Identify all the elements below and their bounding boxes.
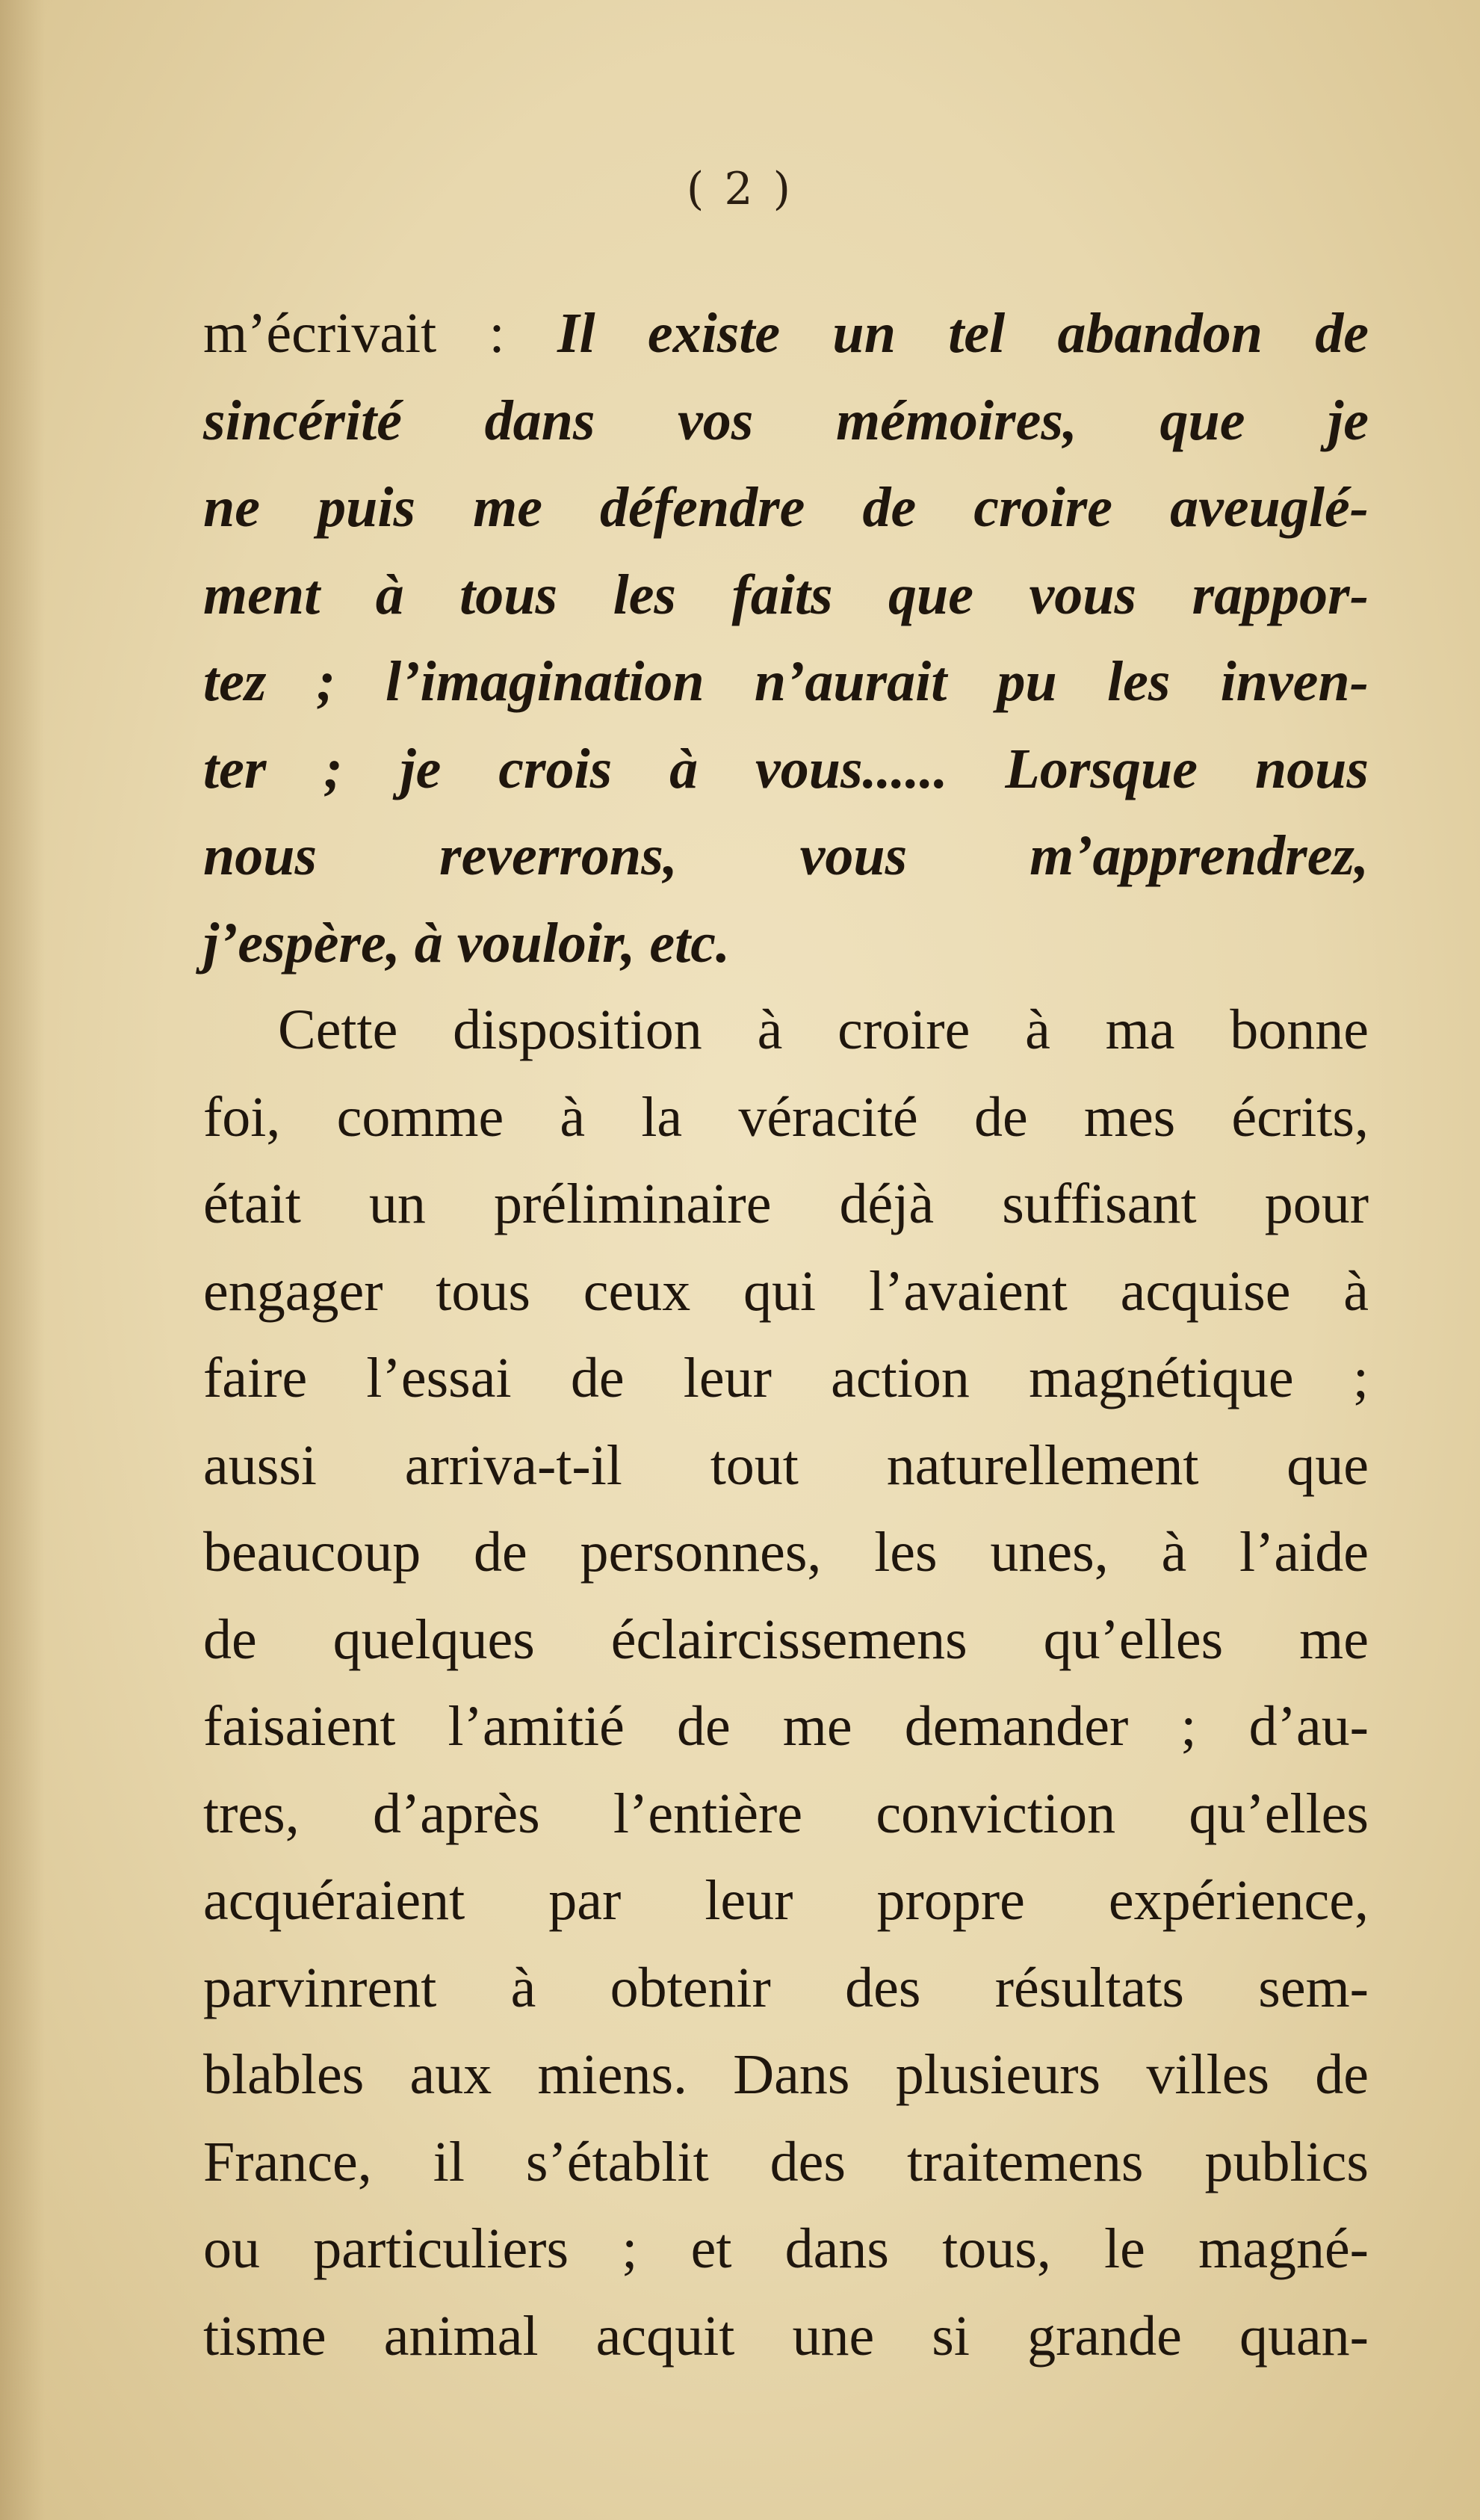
quote-line [203,726,1369,813]
quote-italic-text: ment à tous les faits que vous rappor- [203,563,1369,626]
quote-lead-text: m’écrivait : [203,302,557,365]
page-gutter-shadow [0,0,45,2520]
body-line: parvinrent à obtenir des résultats sem- [203,1956,1369,2019]
quote-italic-text: sincérité dans vos mémoires, que je [203,389,1369,452]
quote-italic-text: tez ; l’imagination n’aurait pu les inven- [203,650,1369,713]
quote-line [203,377,1369,465]
body-line: beaucoup de personnes, les unes, à l’aide [203,1521,1369,1584]
body-line: blables aux miens. Dans plusieurs villes de [203,2043,1369,2106]
quote-line [203,638,1369,726]
quote-italic-text: Il existe un tel abandon de [557,302,1369,365]
quote-italic-text: nous reverrons, vous m’apprendrez, [203,824,1369,887]
body-line: foi, comme à la véracité de mes écrits, [203,1085,1369,1149]
quote-line [203,900,1369,987]
quote-italic-text: j’espère, à vouloir, etc. [203,911,730,975]
quote-line [203,290,1369,377]
body-line: acquéraient par leur propre expérience, [203,1869,1369,1932]
page-number: ( 2 ) [686,163,794,215]
body-line: ou particuliers ; et dans tous, le magné- [203,2217,1369,2280]
body-line: faire l’essai de leur action magnétique ; [203,1347,1369,1409]
body-line: Cette disposition à croire à ma bonne [278,998,1369,1061]
quote-italic-text: ter ; je crois à vous...... Lorsque nous [203,737,1369,800]
body-line: France, il s’établit des traitemens publics [203,2130,1369,2193]
body-line: engager tous ceux qui l’avaient acquise à [203,1259,1369,1323]
body-line: faisaient l’amitié de me demander ; d’au- [203,1695,1369,1758]
body-line: était un préliminaire déjà suffisant pour [203,1173,1369,1235]
quote-line [203,464,1369,552]
body-line: aussi arriva-t-il tout naturellement que [203,1433,1369,1497]
page-text [203,290,1369,2380]
body-line: de quelques éclaircissemens qu’elles me [203,1608,1369,1671]
body-line: tisme animal acquit une si grande quan- [203,2304,1369,2368]
quote-italic-text: ne puis me défendre de croire aveuglé- [203,476,1369,539]
quote-line [203,552,1369,639]
body-line: tres, d’après l’entière conviction qu’elles [203,1782,1369,1845]
quote-line [203,812,1369,900]
